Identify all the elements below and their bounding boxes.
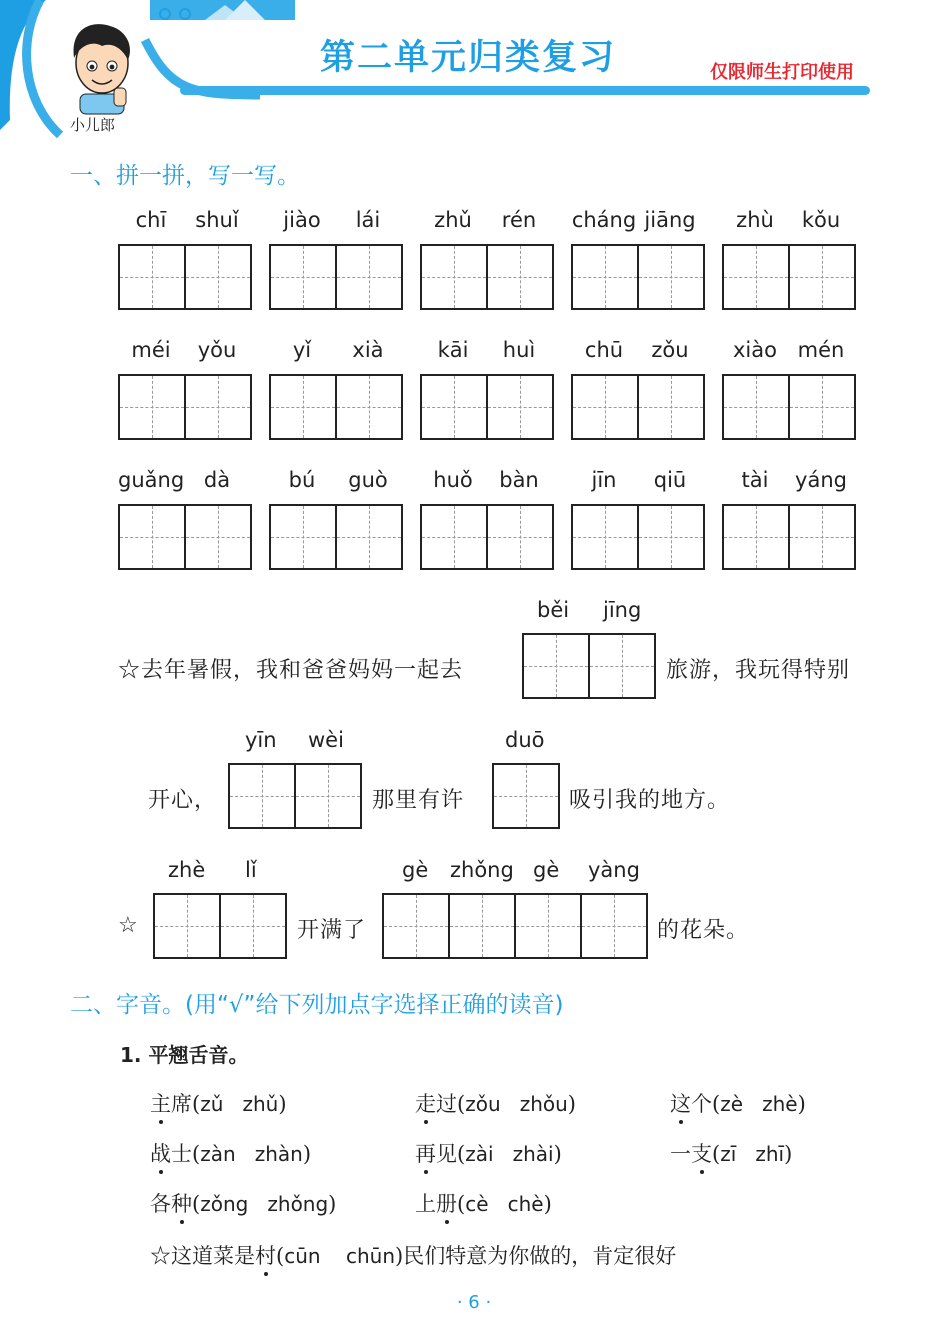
- dotted-char: 主: [150, 1088, 171, 1118]
- writing-box[interactable]: [228, 763, 362, 829]
- writing-box[interactable]: [722, 504, 856, 570]
- dotted-char: 村: [255, 1240, 276, 1270]
- pinyin: cháng: [571, 208, 637, 232]
- pinyin: guò: [348, 468, 388, 492]
- dotted-char: 支: [691, 1138, 712, 1168]
- pinyin: kǒu: [801, 208, 841, 232]
- pinyin: jiào: [283, 208, 321, 232]
- dotted-char: 这: [670, 1088, 691, 1118]
- pinyin: xià: [352, 338, 384, 362]
- option-a[interactable]: zǔ: [200, 1092, 224, 1116]
- writing-box[interactable]: [269, 374, 403, 440]
- pinyin: qiū: [653, 468, 687, 492]
- option-b[interactable]: zhī: [755, 1142, 785, 1166]
- option-b[interactable]: zhǒng: [267, 1192, 329, 1216]
- sentence-text: 的花朵。: [657, 918, 750, 943]
- writing-box[interactable]: [571, 244, 705, 310]
- pinyin: méi: [131, 338, 171, 362]
- question-item: 上册(cè chè): [415, 1188, 552, 1218]
- page-number: · 6 ·: [456, 1292, 492, 1313]
- star-icon: ☆: [118, 913, 139, 938]
- subsection-title: 1. 平翘舌音。: [120, 1043, 249, 1067]
- pinyin: xiào: [733, 338, 777, 362]
- option-a[interactable]: zī: [720, 1142, 737, 1166]
- pinyin: chū: [584, 338, 624, 362]
- writing-box[interactable]: [571, 374, 705, 440]
- option-b[interactable]: chè: [507, 1192, 544, 1216]
- option-a[interactable]: zè: [720, 1092, 744, 1116]
- writing-box[interactable]: [420, 244, 554, 310]
- writing-box[interactable]: [722, 374, 856, 440]
- writing-box[interactable]: [382, 893, 648, 959]
- option-a[interactable]: zǒng: [200, 1192, 249, 1216]
- sentence-text: 吸引我的地方。: [569, 788, 731, 813]
- pinyin: zhǔ: [434, 208, 472, 232]
- sentence-text: 旅游，我玩得特别: [666, 658, 851, 683]
- mascot-label: 小儿郎: [70, 116, 116, 134]
- option-b[interactable]: chūn: [346, 1244, 396, 1268]
- header-bar: [180, 86, 870, 95]
- writing-box[interactable]: [118, 244, 252, 310]
- pinyin: jīng: [603, 598, 642, 622]
- pinyin: yǐ: [292, 338, 312, 362]
- writing-box[interactable]: [571, 504, 705, 570]
- pinyin: shuǐ: [195, 208, 239, 232]
- pinyin: zǒu: [651, 338, 689, 362]
- page-title: 第二单元归类复习: [320, 38, 617, 78]
- pinyin: dà: [203, 468, 231, 492]
- sentence-text: 开满了: [297, 918, 367, 943]
- pinyin: běi: [537, 598, 570, 622]
- question-item: 这个(zè zhè): [670, 1088, 806, 1118]
- option-a[interactable]: zài: [465, 1142, 494, 1166]
- pinyin: jīn: [591, 468, 617, 492]
- pinyin: guǎng: [118, 468, 185, 492]
- pinyin: zhù: [736, 208, 774, 232]
- question-item: 走过(zǒu zhǒu): [415, 1088, 576, 1118]
- pinyin: bú: [288, 468, 316, 492]
- pinyin: chī: [135, 208, 167, 232]
- option-b[interactable]: zhàn: [254, 1142, 303, 1166]
- writing-box[interactable]: [722, 244, 856, 310]
- dotted-char: 战: [150, 1138, 171, 1168]
- option-b[interactable]: zhǔ: [242, 1092, 279, 1116]
- pinyin: yīn: [245, 728, 277, 752]
- pinyin: zhǒng: [450, 858, 514, 882]
- pinyin: lái: [355, 208, 381, 232]
- writing-box[interactable]: [118, 374, 252, 440]
- pinyin: mén: [797, 338, 845, 362]
- option-a[interactable]: cūn: [284, 1244, 321, 1268]
- dotted-char: 册: [436, 1188, 457, 1218]
- option-a[interactable]: cè: [465, 1192, 489, 1216]
- question-item: 再见(zài zhài): [415, 1138, 562, 1168]
- writing-box[interactable]: [269, 244, 403, 310]
- sentence-text: 那里有许: [372, 788, 465, 813]
- pinyin: huǒ: [433, 468, 473, 492]
- pinyin: huì: [502, 338, 536, 362]
- section-1-title: 一、拼一拼，写一写。: [70, 163, 300, 189]
- mascot-boy-icon: [62, 18, 142, 116]
- pinyin: gè: [402, 858, 429, 882]
- option-a[interactable]: zǒu: [465, 1092, 501, 1116]
- writing-box[interactable]: [420, 504, 554, 570]
- question-item: 各种(zǒng zhǒng): [150, 1188, 336, 1218]
- section-2-title: 二、字音。(用“√”给下列加点字选择正确的读音): [70, 992, 564, 1018]
- writing-box[interactable]: [269, 504, 403, 570]
- writing-box[interactable]: [492, 763, 560, 829]
- pinyin: wèi: [308, 728, 344, 752]
- writing-box[interactable]: [420, 374, 554, 440]
- writing-box[interactable]: [118, 504, 252, 570]
- pinyin: yáng: [795, 468, 847, 492]
- pinyin: jiāng: [644, 208, 696, 232]
- pinyin: bàn: [499, 468, 539, 492]
- print-notice: 仅限师生打印使用: [710, 62, 854, 83]
- pinyin: tài: [741, 468, 769, 492]
- pinyin: kāi: [437, 338, 469, 362]
- option-b[interactable]: zhè: [762, 1092, 798, 1116]
- pinyin: yàng: [588, 858, 640, 882]
- pinyin: zhè: [168, 858, 206, 882]
- pinyin: rén: [501, 208, 537, 232]
- option-b[interactable]: zhài: [512, 1142, 554, 1166]
- question-last: ☆这道菜是村(cūn chūn)民们特意为你做的，肯定很好: [150, 1240, 676, 1270]
- dotted-char: 再: [415, 1138, 436, 1168]
- question-item: 主席(zǔ zhǔ): [150, 1088, 287, 1118]
- question-item: 一支(zī zhī): [670, 1138, 792, 1168]
- dotted-char: 种: [171, 1188, 192, 1218]
- option-a[interactable]: zàn: [200, 1142, 236, 1166]
- writing-box[interactable]: [153, 893, 287, 959]
- option-b[interactable]: zhǒu: [519, 1092, 568, 1116]
- dotted-char: 走: [415, 1088, 436, 1118]
- pinyin: yǒu: [197, 338, 237, 362]
- pinyin: gè: [533, 858, 560, 882]
- pinyin: duō: [505, 728, 545, 752]
- writing-box[interactable]: [522, 633, 656, 699]
- question-item: 战士(zàn zhàn): [150, 1138, 311, 1168]
- pinyin: lǐ: [245, 858, 257, 882]
- sentence-text: ☆去年暑假，我和爸爸妈妈一起去: [118, 658, 464, 683]
- sentence-text: 开心，: [148, 788, 218, 813]
